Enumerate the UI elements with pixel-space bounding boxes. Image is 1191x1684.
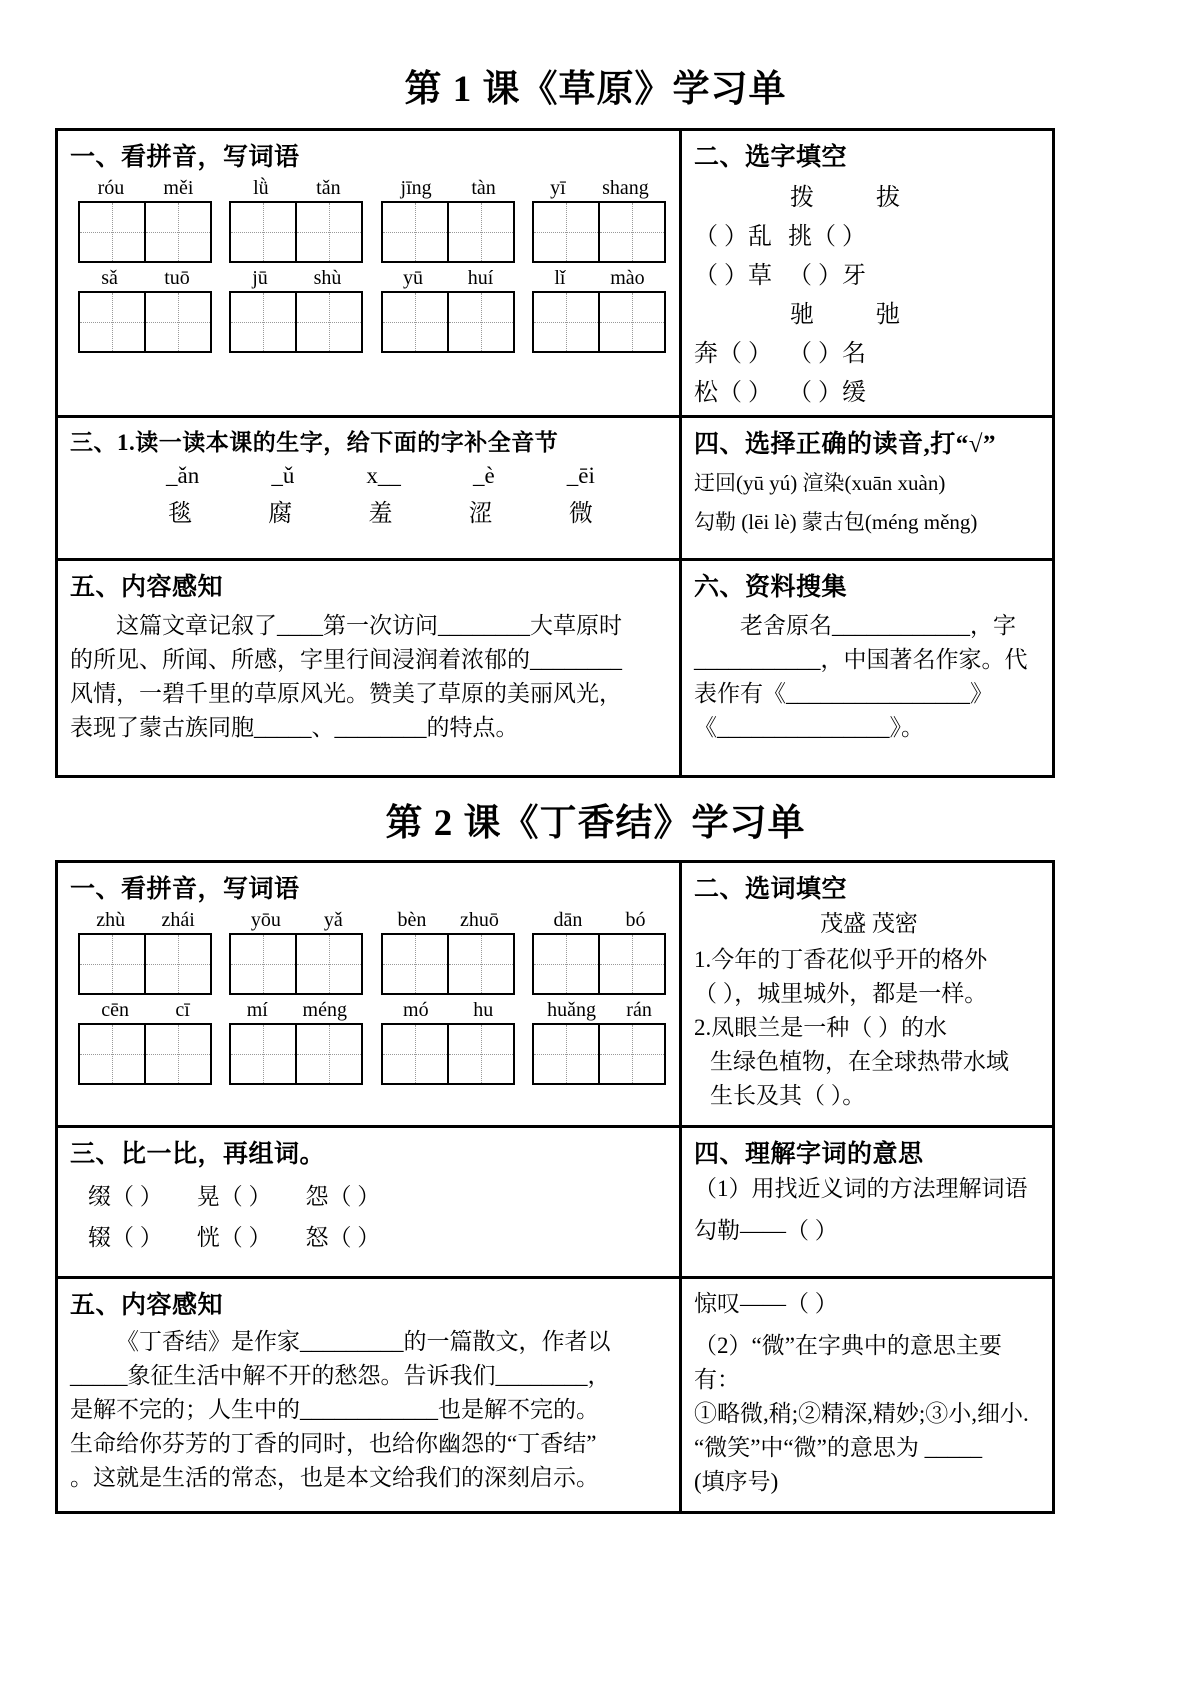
pinyin-syllable: dān xyxy=(553,909,583,931)
writing-grid[interactable] xyxy=(532,201,666,263)
sheet1-s4-line-1[interactable]: 迂回(yū yú) 渲染(xuān xuàn) xyxy=(694,471,946,495)
sheet2-s3-row-1 xyxy=(70,1178,671,1211)
sheet2-s4-line-4: （2）“微”在字典中的意思主要有： xyxy=(694,1333,1002,1393)
sheet2-s2-q1-line2[interactable]: （ ），城里城外，都是一样。 xyxy=(694,981,988,1007)
sheet1-s6-line-4[interactable]: 《_______________》。 xyxy=(694,715,924,741)
hanzi-char: 毯 xyxy=(168,501,193,527)
pinyin-syllable: shù xyxy=(313,267,342,289)
pinyin-syllable: mó xyxy=(403,999,429,1021)
sheet1-s2-line-4 xyxy=(694,372,1044,407)
compare-word[interactable]: 缀（ ） xyxy=(88,1184,163,1209)
sheet2-s5-line-5: 。这就是生活的常态，也是本文给我们的深刻启示。 xyxy=(70,1465,599,1491)
sheet1-section-5 xyxy=(58,561,682,775)
pinyin-syllable: yū xyxy=(403,267,424,289)
pinyin-syllable: bó xyxy=(625,909,646,931)
hanzi-char: 微 xyxy=(568,501,593,527)
pinyin-pair xyxy=(532,265,667,291)
pinyin-blank[interactable]: x__ xyxy=(366,463,401,488)
sheet1-section-6 xyxy=(682,561,1052,775)
compare-word[interactable]: 恍（ ） xyxy=(196,1225,272,1250)
pinyin-pair xyxy=(78,997,213,1023)
sheet1-s2-charpair-2 xyxy=(694,294,1044,329)
sheet2-s1-pinyin-row-2 xyxy=(70,997,671,1085)
sheet2-section-4-top xyxy=(682,1128,1052,1276)
word-item xyxy=(381,175,516,263)
char-option: 拨 xyxy=(790,185,814,211)
sheet1-s2-heading: 二、选字填空 xyxy=(694,144,848,171)
pinyin-pair xyxy=(381,265,516,291)
word-item xyxy=(229,907,364,995)
sheet2-s2-heading: 二、选词填空 xyxy=(694,876,848,903)
pinyin-syllable: lǜ xyxy=(253,177,269,199)
sheet2-row-2 xyxy=(58,1128,1052,1279)
pinyin-syllable: lǐ xyxy=(554,267,566,289)
sheet1-s1-heading: 一、看拼音，写词语 xyxy=(70,144,300,171)
pinyin-syllable: cēn xyxy=(101,999,129,1021)
sheet1-s2-line-2 xyxy=(694,255,1044,290)
sheet1-s3-pinyin-row xyxy=(70,463,671,489)
sheet1-section-2 xyxy=(682,131,1052,415)
pinyin-syllable: tàn xyxy=(471,177,496,199)
sheet1-s5-line-1[interactable]: 这篇文章记叙了____第一次访问________大草原时 xyxy=(116,613,622,638)
sheet2-section-3 xyxy=(58,1128,682,1276)
sheet1-table xyxy=(55,128,1055,778)
pinyin-syllable: jū xyxy=(252,267,268,289)
writing-grid[interactable] xyxy=(78,933,212,995)
sheet2-s3-row-2 xyxy=(70,1219,671,1252)
pinyin-syllable: mào xyxy=(610,267,645,289)
word-item xyxy=(532,997,667,1085)
sheet2-section-1 xyxy=(58,863,682,1125)
pinyin-syllable: yī xyxy=(550,177,566,199)
sheet1-row-2 xyxy=(58,418,1052,561)
sheet2-s2-q2-line3[interactable]: 生长及其（ ）。 xyxy=(710,1083,866,1109)
sheet2-s5-heading: 五、内容感知 xyxy=(70,1292,224,1319)
sheet2-s2-q1-line1[interactable]: 1.今年的丁香花似乎开的格外 xyxy=(694,947,988,973)
sheet1-s4-line-2[interactable]: 勾勒 (lēi lè) 蒙古包(méng měng) xyxy=(694,510,978,535)
pinyin-blank[interactable]: _ǔ xyxy=(271,463,295,488)
hanzi-char: 涩 xyxy=(468,501,493,527)
pinyin-syllable: huí xyxy=(467,267,494,289)
writing-grid[interactable] xyxy=(229,201,363,263)
compare-word[interactable]: 怨（ ） xyxy=(305,1184,381,1209)
word-item xyxy=(381,997,516,1085)
word-item xyxy=(78,175,213,263)
sheet2-row-1 xyxy=(58,863,1052,1128)
word-item xyxy=(532,265,667,353)
pinyin-pair xyxy=(78,265,213,291)
sheet1-s2-line-3 xyxy=(694,333,1044,368)
pinyin-blank[interactable]: _ēi xyxy=(566,463,595,488)
sheet1-s4-heading: 四、选择正确的读音,打“√” xyxy=(694,431,996,458)
sheet2-section-5 xyxy=(58,1279,682,1511)
pinyin-syllable: tǎn xyxy=(316,177,341,199)
sheet2-s1-heading: 一、看拼音，写词语 xyxy=(70,876,300,903)
sheet1-s2-charpair-1 xyxy=(694,177,1044,212)
sheet2-s5-line-1[interactable]: 《丁香结》是作家_________的一篇散文，作者以 xyxy=(116,1329,611,1354)
char-option: 弛 xyxy=(876,302,900,328)
sheet2-section-4-bottom xyxy=(682,1279,1052,1511)
blank-item[interactable]: 挑（ ） xyxy=(788,224,866,250)
pinyin-syllable: hu xyxy=(473,999,494,1021)
pinyin-syllable: sǎ xyxy=(101,267,118,289)
sheet1-row-3 xyxy=(58,561,1052,775)
writing-grid[interactable] xyxy=(229,1023,363,1085)
pinyin-pair xyxy=(381,175,516,201)
sheet1-s2-line-1 xyxy=(694,216,1044,251)
sheet1-section-1 xyxy=(58,131,682,415)
sheet2-s4-line-7: (填序号) xyxy=(694,1469,779,1495)
writing-grid[interactable] xyxy=(532,1023,666,1085)
sheet2-s1-pinyin-row-1 xyxy=(70,907,671,995)
blank-item[interactable]: （ ）牙 xyxy=(788,263,866,289)
sheet1-section-3 xyxy=(58,418,682,558)
sheet2-s4-heading: 四、理解字词的意思 xyxy=(694,1141,924,1168)
sheet1-s3-heading: 三、1.读一读本课的生字，给下面的字补全音节 xyxy=(70,430,559,455)
pinyin-pair xyxy=(229,265,364,291)
sheet1-row-1 xyxy=(58,131,1052,418)
pinyin-pair xyxy=(229,907,364,933)
pinyin-syllable: yǎ xyxy=(323,909,343,931)
pinyin-syllable: yōu xyxy=(250,909,281,931)
writing-grid[interactable] xyxy=(78,201,212,263)
pinyin-syllable: zhái xyxy=(161,909,195,931)
writing-grid[interactable] xyxy=(381,201,515,263)
sheet2-s5-line-3[interactable]: 是解不完的；人生中的____________也是解不完的。 xyxy=(70,1397,599,1423)
word-item xyxy=(381,907,516,995)
sheet2-row-3 xyxy=(58,1279,1052,1511)
word-item xyxy=(229,997,364,1085)
sheet1-s6-line-3[interactable]: 表作有《________________》 xyxy=(694,681,993,707)
word-item xyxy=(78,907,213,995)
writing-grid[interactable] xyxy=(381,1023,515,1085)
word-item xyxy=(229,265,364,353)
sheet1-section-4 xyxy=(682,418,1052,558)
blank-item[interactable]: （ ）乱 xyxy=(694,224,772,250)
pinyin-syllable: bèn xyxy=(397,909,427,931)
writing-grid[interactable] xyxy=(381,291,515,353)
sheet1-s6-line-1[interactable]: 老舍原名____________，字 xyxy=(740,613,1016,638)
sheet2-s4-line-5: ①略微,稍;②精深,精妙;③小,细小. xyxy=(694,1401,1029,1427)
pinyin-syllable: jīng xyxy=(400,177,432,199)
blank-item[interactable]: （ ）名 xyxy=(788,341,866,367)
compare-word[interactable]: 怒（ ） xyxy=(305,1225,381,1250)
pinyin-syllable: rán xyxy=(626,999,652,1021)
pinyin-syllable: zhuō xyxy=(459,909,499,931)
sheet2-s5-line-4: 生命给你芬芳的丁香的同时，也给你幽怨的“丁香结” xyxy=(70,1431,597,1457)
pinyin-pair xyxy=(381,907,516,933)
sheet1-title: 第 1 课《草原》学习单 xyxy=(404,69,787,110)
sheet2-title: 第 2 课《丁香结》学习单 xyxy=(385,803,806,844)
pinyin-pair xyxy=(229,175,364,201)
sheet2-section-2 xyxy=(682,863,1052,1125)
sheet2-s4-line-2[interactable]: 勾勒——（ ） xyxy=(694,1218,838,1244)
char-option: 拔 xyxy=(876,185,900,211)
writing-grid[interactable] xyxy=(229,933,363,995)
blank-item[interactable]: （ ）缓 xyxy=(788,380,866,406)
sheet1-s3-hanzi-row xyxy=(70,493,671,528)
sheet2-s4-line-6[interactable]: “微笑”中“微”的意思为 _____ xyxy=(694,1435,983,1461)
pinyin-blank[interactable]: _è xyxy=(472,463,495,488)
sheet1-s5-line-4[interactable]: 表现了蒙古族同胞_____、________的特点。 xyxy=(70,715,519,741)
writing-grid[interactable] xyxy=(381,933,515,995)
word-item xyxy=(78,997,213,1085)
writing-grid[interactable] xyxy=(78,291,212,353)
compare-word[interactable]: 晃（ ） xyxy=(196,1184,272,1209)
sheet2-s3-heading: 三、比一比，再组词。 xyxy=(70,1141,326,1168)
sheet2-s2-options: 茂盛 茂密 xyxy=(820,911,918,936)
pinyin-pair xyxy=(381,997,516,1023)
word-item xyxy=(381,265,516,353)
pinyin-pair xyxy=(532,907,667,933)
pinyin-pair xyxy=(78,175,213,201)
sheet2-table xyxy=(55,860,1055,1514)
word-item xyxy=(78,265,213,353)
sheet2-s2-q2-line1[interactable]: 2.凤眼兰是一种（ ）的水 xyxy=(694,1015,947,1041)
sheet1-s1-pinyin-row-1 xyxy=(70,175,671,263)
writing-grid[interactable] xyxy=(229,291,363,353)
pinyin-pair xyxy=(78,907,213,933)
pinyin-syllable: róu xyxy=(97,177,125,199)
sheet1-s5-heading: 五、内容感知 xyxy=(70,574,224,601)
writing-grid[interactable] xyxy=(78,1023,212,1085)
sheet1-s1-pinyin-row-2 xyxy=(70,265,671,353)
sheet2-s4-line-1: （1）用找近义词的方法理解词语 xyxy=(694,1176,1028,1201)
pinyin-syllable: mí xyxy=(246,999,268,1021)
sheet2-s4-line-3[interactable]: 惊叹——（ ） xyxy=(694,1291,838,1316)
compare-word[interactable]: 辍（ ） xyxy=(88,1225,163,1250)
pinyin-syllable: cī xyxy=(175,999,190,1021)
word-item xyxy=(229,175,364,263)
sheet2-s2-q2-line2: 生绿色植物，在全球热带水域 xyxy=(710,1049,1009,1075)
pinyin-syllable: shang xyxy=(602,177,649,199)
word-item xyxy=(532,175,667,263)
pinyin-syllable: měi xyxy=(163,177,194,199)
hanzi-char: 腐 xyxy=(268,501,293,527)
sheet1-s5-line-3[interactable]: 风情，一碧千里的草原风光。赞美了草原的美丽风光， xyxy=(70,681,622,707)
blank-item[interactable]: 奔（ ） xyxy=(694,341,772,367)
pinyin-syllable: zhù xyxy=(96,909,126,931)
pinyin-blank[interactable]: _ǎn xyxy=(166,463,200,488)
writing-grid[interactable] xyxy=(532,933,666,995)
pinyin-syllable: méng xyxy=(302,999,347,1021)
pinyin-syllable: huǎng xyxy=(547,999,597,1021)
sheet1-s5-line-2[interactable]: 的所见、所闻、所感，字里行间浸润着浓郁的________ xyxy=(70,647,622,673)
sheet1-s6-heading: 六、资料搜集 xyxy=(694,574,848,601)
hanzi-char: 羞 xyxy=(368,501,393,527)
writing-grid[interactable] xyxy=(532,291,666,353)
pinyin-pair xyxy=(532,997,667,1023)
sheet2-s5-line-2[interactable]: _____象征生活中解不开的愁怨。告诉我们________， xyxy=(70,1363,611,1389)
pinyin-pair xyxy=(229,997,364,1023)
blank-item[interactable]: （ ）草 xyxy=(694,263,772,289)
sheet1-s6-line-2[interactable]: ___________，中国著名作家。代 xyxy=(694,647,1028,673)
char-option: 驰 xyxy=(790,302,814,328)
pinyin-pair xyxy=(532,175,667,201)
word-item xyxy=(532,907,667,995)
pinyin-syllable: tuō xyxy=(164,267,190,289)
blank-item[interactable]: 松（ ） xyxy=(694,380,772,406)
